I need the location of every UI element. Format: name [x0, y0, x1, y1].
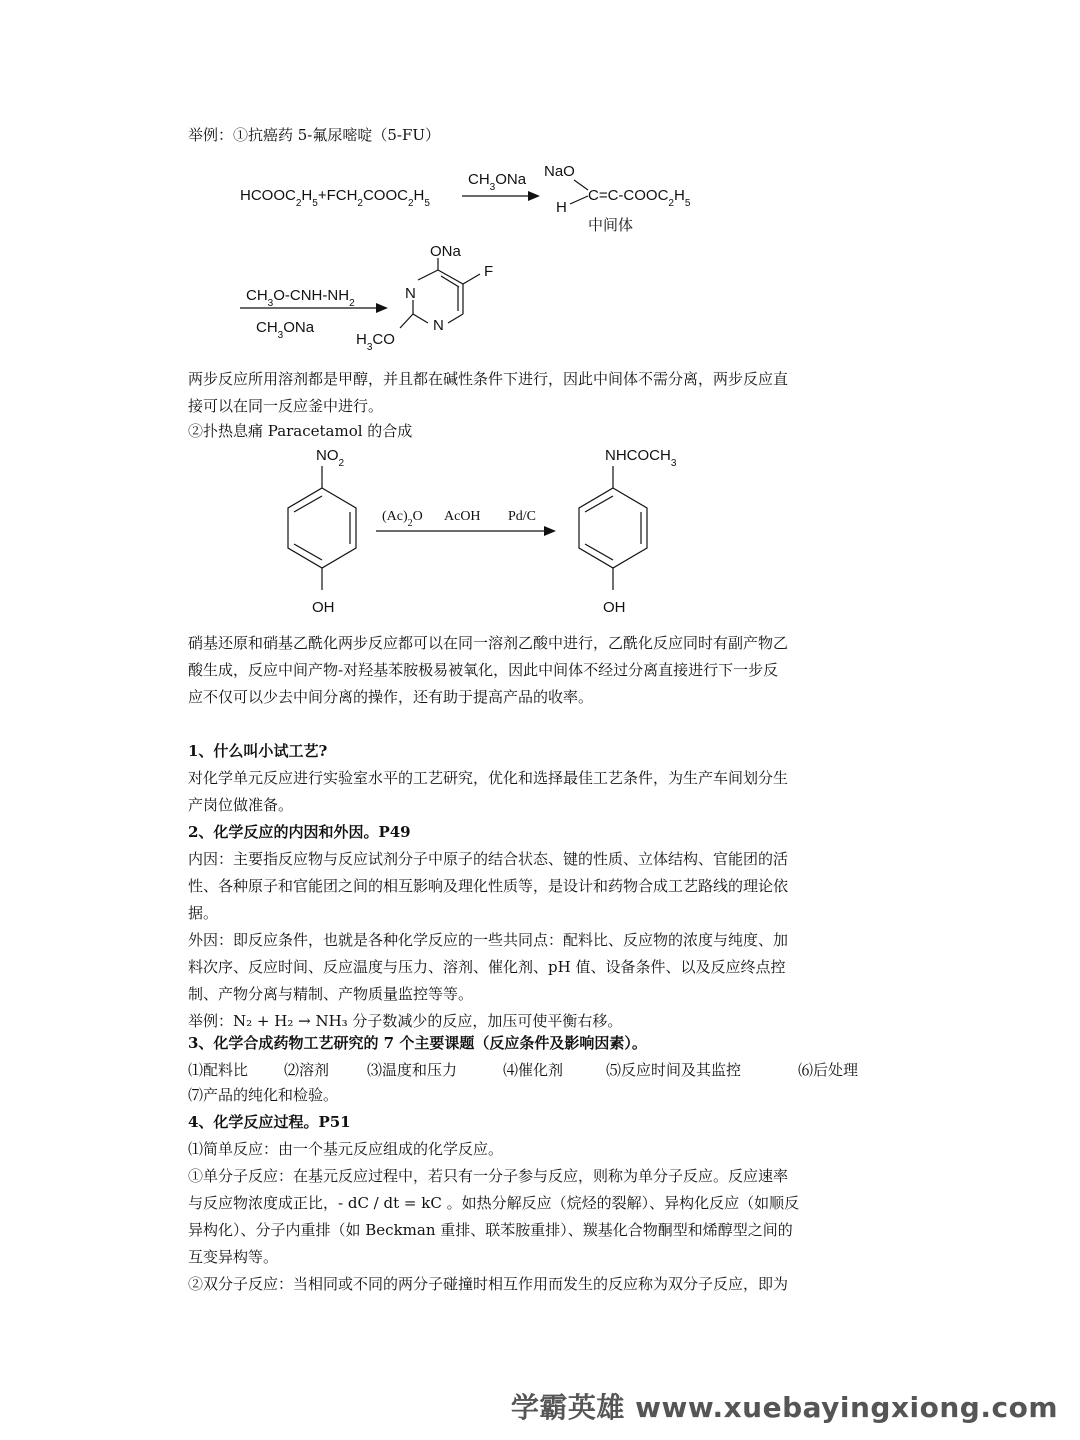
q2-internal-1: 内因：主要指反应物与反应试剂分子中原子的结合状态、键的性质、立体结构、官能团的活 — [188, 850, 789, 868]
q3-title: 3、化学合成药物工艺研究的 7 个主要课题（反应条件及影响因素）。 — [188, 1034, 647, 1052]
q2-internal-3: 据。 — [188, 904, 219, 922]
intermediate-h: H — [556, 199, 567, 216]
q3-item-2: ⑵溶剂 — [284, 1061, 330, 1079]
reaction-arrow-3-head — [544, 526, 556, 536]
q3-item-5: ⑸反应时间及其监控 — [606, 1061, 742, 1079]
q2-internal-2: 性、各种原子和官能团之间的相互影响及理化性质等，是设计和药物合成工艺路线的理论依 — [188, 877, 789, 895]
reagent-acetic-anhydride: $(Ac)_2O$ — [382, 509, 423, 529]
example-heading: 举例：①抗癌药 5-氟尿嘧啶（5-FU） — [188, 126, 441, 144]
intermediate-chain: $C=C-COOC_2H_5$ — [588, 187, 691, 209]
nitro-group: $NO_2$ — [316, 447, 345, 469]
acetamido-group: $NHCOCH_3$ — [605, 447, 677, 469]
q1-title: 1、什么叫小试工艺? — [188, 742, 328, 760]
hydroxyl-left: OH — [312, 599, 335, 616]
ona-group: ONa — [430, 243, 461, 260]
q3-item-3: ⑶温度和压力 — [367, 1061, 458, 1079]
q4-simple: ⑴简单反应：由一个基元反应组成的化学反应。 — [188, 1140, 504, 1158]
site-watermark: 学霸英雄 www.xuebayingxiong.com — [510, 1391, 1058, 1424]
q4-uni-3: 异构化）、分子内重排（如 Beckman 重排、联苯胺重排）、羰基化合物酮型和烯醇型之间的 — [188, 1221, 793, 1239]
q3-item-1: ⑴配料比 — [188, 1061, 249, 1079]
q4-bi: ②双分子反应：当相同或不同的两分子碰撞时相互作用而发生的反应称为双分子反应，即为 — [188, 1275, 789, 1293]
q4-uni-1: ①单分子反应：在基元反应过程中，若只有一分子参与反应，则称为单分子反应。反应速率 — [188, 1167, 789, 1185]
reagent-methoxy-isourea: $CH_3O-CNH-NH_2$ — [246, 287, 355, 309]
intermediate-nao: NaO — [544, 163, 575, 180]
reagent-pd-c: Pd/C — [508, 509, 537, 524]
fluoro-group: F — [484, 263, 494, 280]
q3-item-4: ⑷催化剂 — [503, 1061, 564, 1079]
reaction-arrow-2-head — [376, 303, 388, 313]
nitrophenol-ring — [288, 466, 356, 590]
ring-nitrogen-2: N — [433, 317, 444, 334]
ring-nitrogen-1: N — [405, 285, 416, 302]
para2-line-2: 酸生成，反应中间产物-对羟基苯胺极易被氧化，因此中间体不经过分离直接进行下一步反 — [188, 661, 779, 679]
para1-line-1: 两步反应所用溶剂都是甲醇，并且都在碱性条件下进行，因此中间体不需分离，两步反应直 — [188, 370, 789, 388]
para2-line-3: 应不仅可以少去中间分离的操作，还有助于提高产品的收率。 — [188, 688, 594, 706]
q2-external-1: 外因：即反应条件，也就是各种化学反应的一些共同点：配料比、反应物的浓度与纯度、加 — [188, 931, 789, 949]
reagent-ch3ona-2: $CH_3ONa$ — [256, 319, 315, 341]
methoxy-group: $H_3CO$ — [356, 331, 395, 353]
reactants-formula: $HCOOC_2H_5+FCH_2COOC_2H_5$ — [240, 187, 430, 209]
q3-items — [188, 1057, 900, 1084]
q4-title: 4、化学反应过程。P51 — [188, 1113, 351, 1131]
reaction-arrow-1-head — [528, 191, 540, 201]
q1-line-2: 产岗位做准备。 — [188, 796, 294, 814]
intermediate-bond-o — [574, 180, 588, 190]
hydroxyl-right: OH — [603, 599, 626, 616]
q3-item-6: ⑹后处理 — [798, 1061, 859, 1079]
reagent-acetic-acid: AcOH — [444, 509, 481, 524]
q3-last: ⑺产品的纯化和检验。 — [188, 1086, 339, 1104]
intermediate-bond-h — [570, 196, 588, 204]
q4-uni-4: 互变异构等。 — [188, 1248, 279, 1266]
scheme-paracetamol — [0, 440, 1080, 630]
para2-line-1: 硝基还原和硝基乙酰化两步反应都可以在同一溶剂乙酸中进行，乙酰化反应同时有副产物乙 — [188, 634, 789, 652]
reagent-ch3ona: $CH_3ONa$ — [468, 171, 527, 193]
q2-title: 2、化学反应的内因和外因。P49 — [188, 823, 411, 841]
q2-external-2: 料次序、反应时间、反应温度与压力、溶剂、催化剂、pH 值、设备条件、以及反应终点控 — [188, 958, 786, 976]
scheme-5fu — [0, 150, 1080, 390]
q2-example: 举例：N₂ + H₂ → NH₃ 分子数减少的反应，加压可使平衡右移。 — [188, 1012, 623, 1030]
para1-line-2: 接可以在同一反应釜中进行。 — [188, 397, 384, 415]
paracetamol-ring — [579, 466, 647, 590]
q4-uni-2: 与反应物浓度成正比，- dC / dt = kC 。如热分解反应（烷烃的裂解）、异构化反应（如顺反 — [188, 1194, 800, 1212]
intermediate-label: 中间体 — [588, 217, 634, 234]
q2-external-3: 制、产物分离与精制、产物质量监控等等。 — [188, 985, 474, 1003]
paracetamol-heading: ②扑热息痛 Paracetamol 的合成 — [188, 422, 413, 440]
q1-line-1: 对化学单元反应进行实验室水平的工艺研究，优化和选择最佳工艺条件，为生产车间划分生 — [188, 769, 789, 787]
